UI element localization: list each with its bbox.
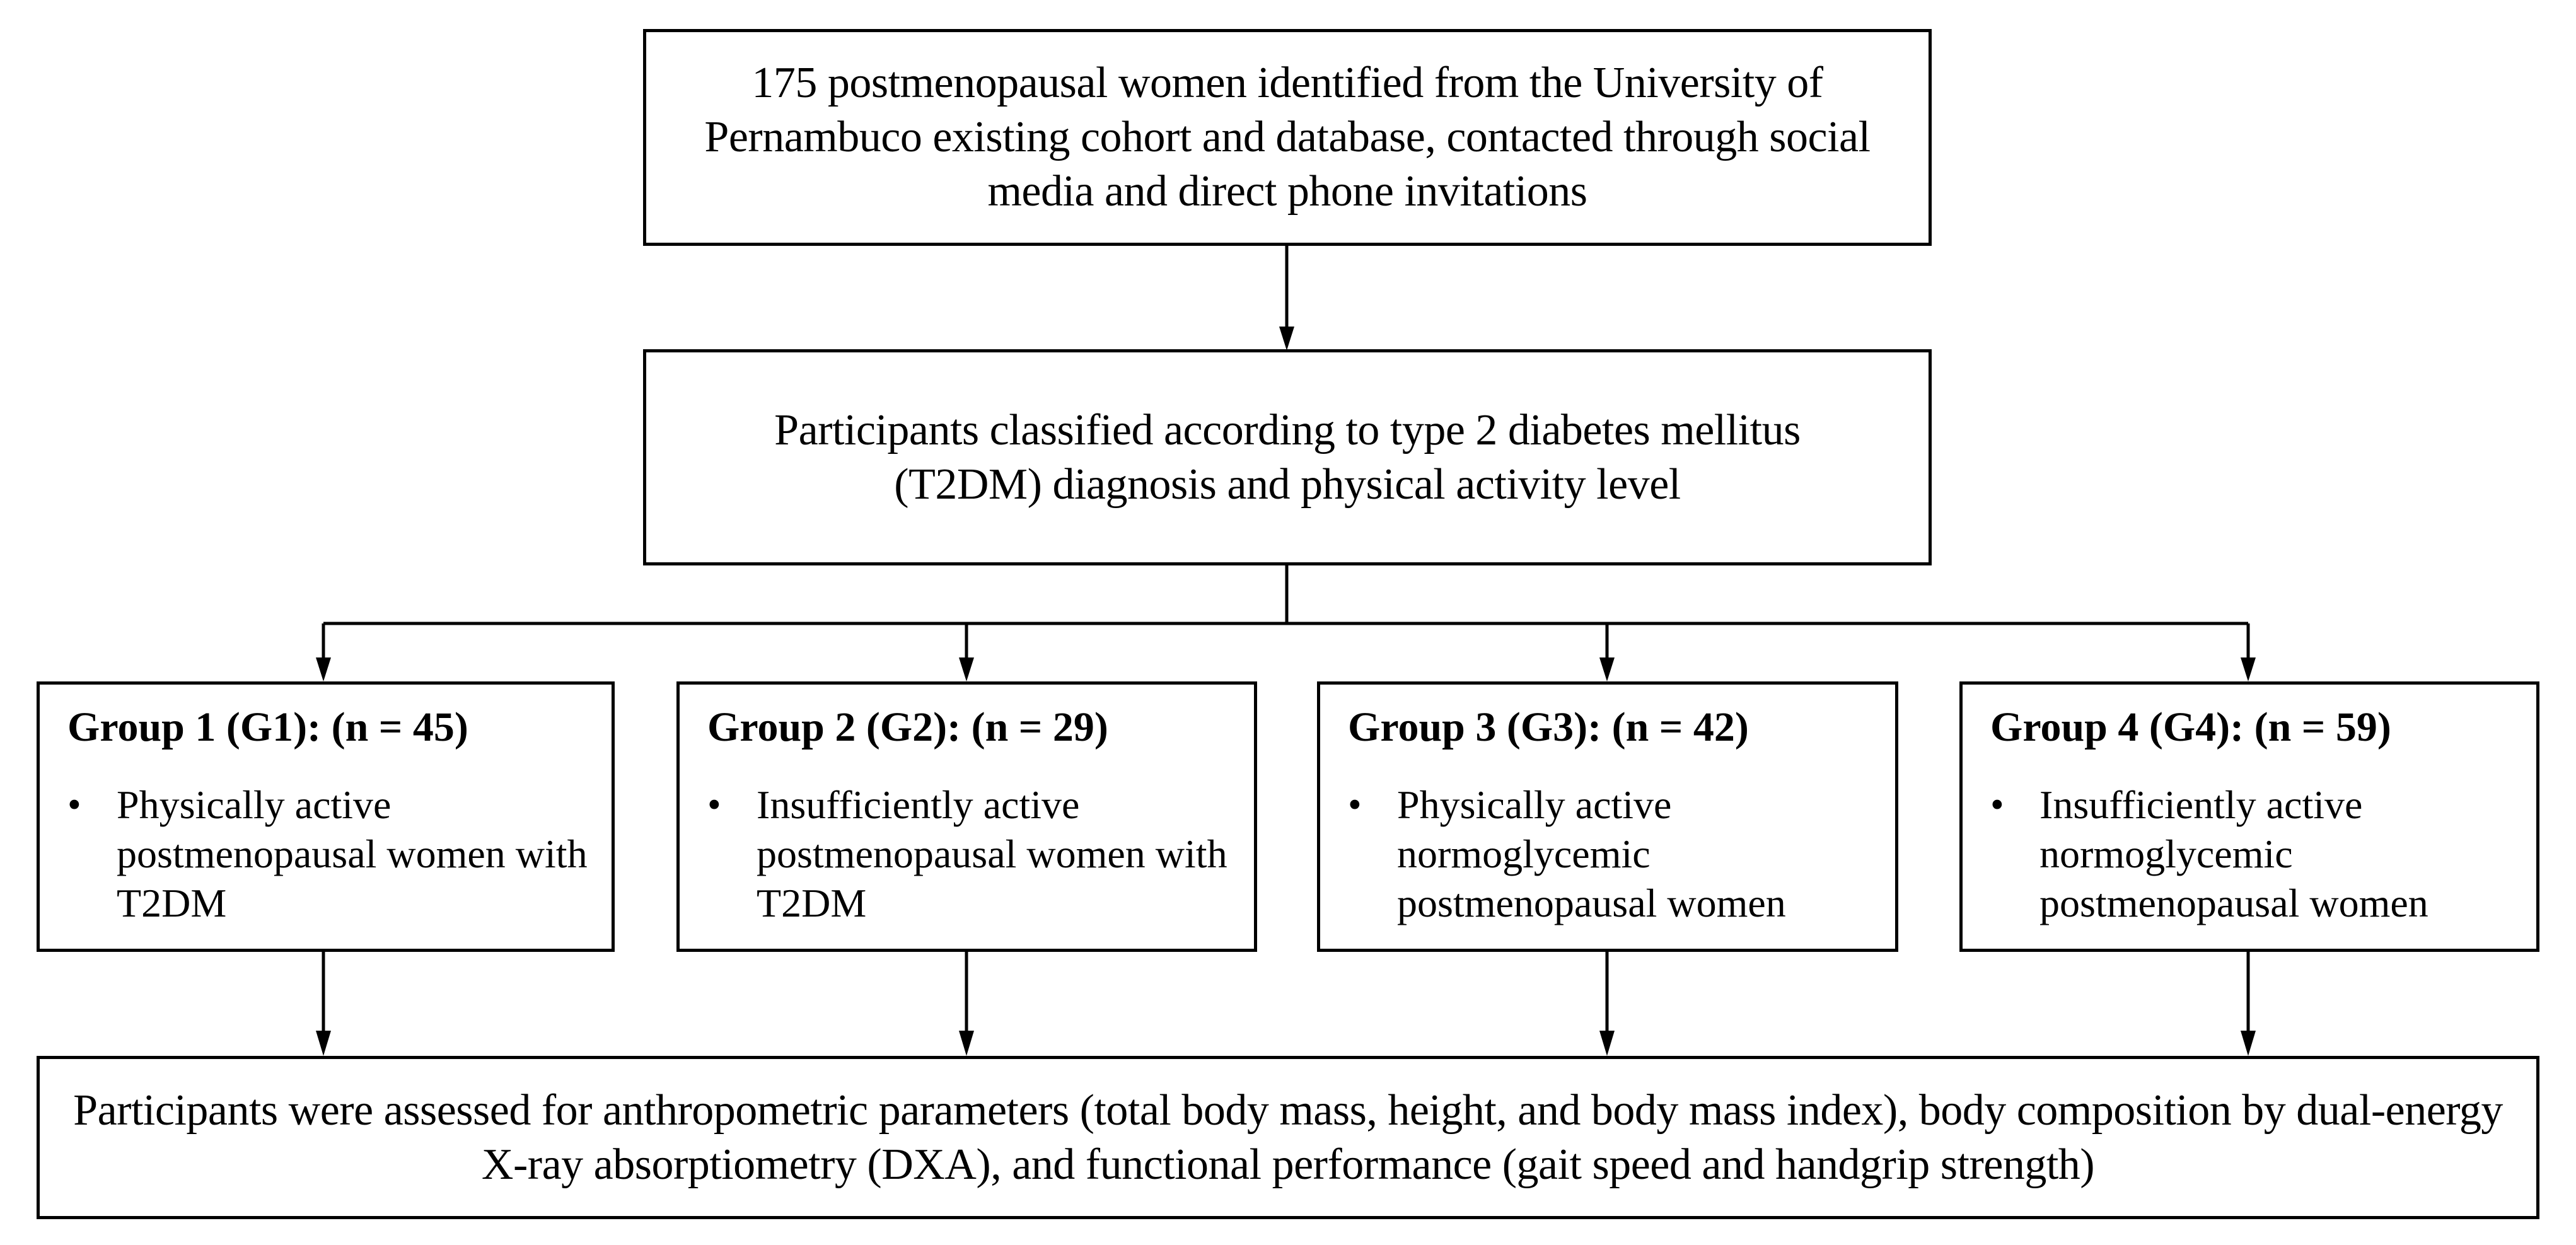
assessment-box (37, 1056, 2539, 1219)
arrowhead-icon (316, 657, 331, 681)
bullet-icon: • (707, 784, 721, 826)
arrowhead-icon (959, 657, 974, 681)
bullet-icon: • (67, 784, 81, 826)
group-1-box (37, 681, 615, 952)
group-1-description: Physically active postmenopausal women with T2DM (117, 782, 588, 925)
arrowhead-icon (316, 1031, 331, 1056)
group-2-title: Group 2 (G2): (n = 29) (707, 704, 1108, 750)
group-4-box (1959, 681, 2539, 952)
arrowhead-icon (1279, 327, 1294, 350)
arrowhead-icon (2241, 1031, 2256, 1056)
group-4-description: Insufficiently active normoglycemic postmenopausal women (2039, 782, 2428, 925)
group-1-bullet-row (67, 780, 612, 928)
group-3-description: Physically active normoglycemic postmenopausal women (1397, 782, 1786, 925)
classification-text: Participants classified according to type 2 diabetes mellitus (T2DM) diagnosis and physical activity level (774, 405, 1801, 509)
group-4-title: Group 4 (G4): (n = 59) (1990, 704, 2391, 750)
group-3-bullet-row (1348, 780, 1895, 928)
recruitment-text: 175 postmenopausal women identified from the University of Pernambuco existing cohort and database, contacted through social media and direct phone invitations (704, 59, 1871, 216)
bullet-icon: • (1348, 784, 1362, 826)
group-2-description: Insufficiently active postmenopausal women with T2DM (757, 782, 1227, 925)
group-3-title: Group 3 (G3): (n = 42) (1348, 704, 1749, 750)
bullet-icon: • (1990, 784, 2004, 826)
arrowhead-icon (959, 1031, 974, 1056)
group-2-box (676, 681, 1257, 952)
group-4-bullet-row (1990, 780, 2536, 928)
arrowhead-icon (1599, 1031, 1615, 1056)
group-2-bullet-row (707, 780, 1254, 928)
assessment-text: Participants were assessed for anthropometric parameters (total body mass, height, and body mass index), body composition by dual-energy X-ray absorptiometry (DXA), and functional performance (gait speed and handgrip strength) (73, 1086, 2503, 1189)
group-1-title: Group 1 (G1): (n = 45) (67, 704, 468, 750)
recruitment-box (643, 29, 1932, 246)
group-3-box (1317, 681, 1898, 952)
arrowhead-icon (1599, 657, 1615, 681)
classification-box (643, 349, 1932, 565)
arrowhead-icon (2241, 657, 2256, 681)
